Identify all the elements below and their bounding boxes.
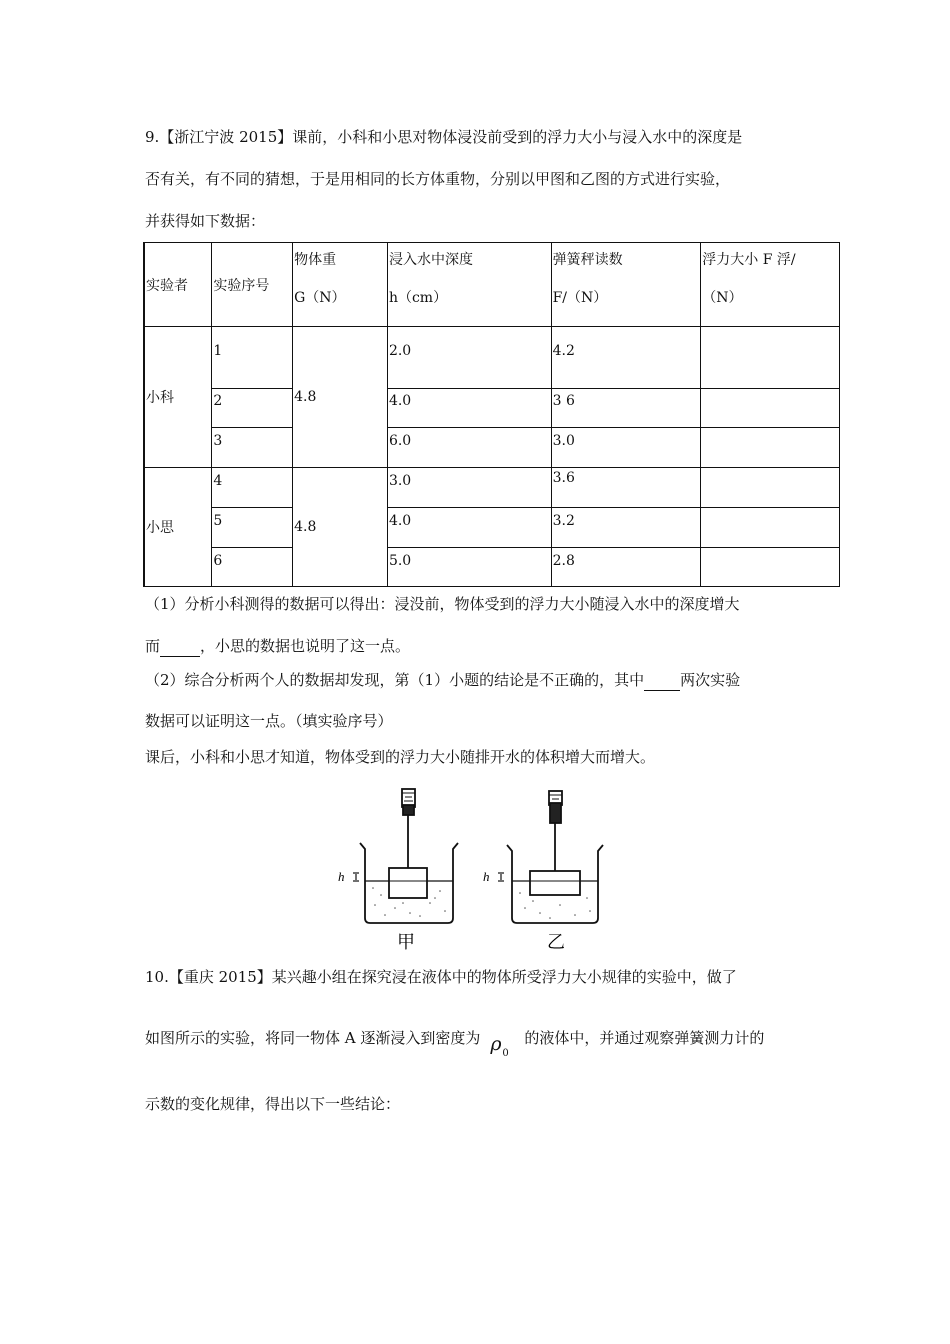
table-row: [144, 389, 840, 428]
q9-line-3: 并获得如下数据：: [145, 212, 266, 230]
label-jia: 甲: [397, 932, 415, 953]
q9-part2-line-b: 数据可以证明这一点。（填实验序号）: [145, 712, 393, 730]
table-row: [144, 468, 840, 508]
seq-cell: 2: [212, 389, 293, 428]
h-marker-yi: [498, 873, 504, 881]
seq-cell: 1: [212, 327, 293, 389]
table-row: [144, 548, 840, 587]
buoyancy-cell: [701, 548, 840, 587]
depth-cell: 5.0: [387, 548, 551, 587]
seq-cell: 3: [212, 428, 293, 468]
reading-cell: 3.6: [551, 468, 701, 508]
buoyancy-cell: [701, 428, 840, 468]
table-row: [144, 327, 840, 389]
header-experimenter: 实验者: [144, 243, 212, 327]
seq-cell: 4: [212, 468, 293, 508]
group-name-xiaosi: 小思: [144, 468, 212, 587]
answer-blank-1[interactable]: [160, 636, 200, 657]
table-row: [144, 508, 840, 548]
header-seq: 实验序号: [212, 243, 293, 327]
water-dots-yi: [519, 892, 591, 919]
header-weight: 物体重 G（N）: [293, 243, 388, 327]
depth-cell: 4.0: [387, 389, 551, 428]
q10-line-2: 如图所示的实验，将同一物体 A 逐渐浸入到密度为 ρ 0 的液体中，并通过观察弹簧测力计的: [145, 1029, 765, 1059]
depth-cell: 4.0: [387, 508, 551, 548]
weight-cell: 4.8: [293, 327, 388, 468]
seq-cell: 5: [212, 508, 293, 548]
weight-cell: 4.8: [293, 468, 388, 587]
beaker-diagram: [335, 783, 615, 953]
beaker-jia: [360, 789, 458, 923]
beaker-yi: [507, 791, 603, 923]
table-header-row: [144, 243, 840, 327]
rho-symbol: ρ 0: [490, 1033, 509, 1059]
experiment-figure: [335, 783, 615, 957]
reading-cell: 4.2: [551, 327, 701, 389]
header-reading: 弹簧秤读数 F/（N）: [551, 243, 701, 327]
q9-part1-line-b: 而 ，小思的数据也说明了这一点。: [145, 637, 411, 655]
group-name-xiaoke: 小科: [144, 327, 212, 468]
q9-after-class-line: 课后，小科和小思才知道，物体受到的浮力大小随排开水的体积增大而增大。: [145, 748, 656, 766]
buoyancy-cell: [701, 327, 840, 389]
reading-cell: 2.8: [551, 548, 701, 587]
q9-part1-line-a: （1）分析小科测得的数据可以得出：浸没前，物体受到的浮力大小随浸入水中的深度增大: [145, 595, 740, 613]
depth-cell: 2.0: [387, 327, 551, 389]
depth-cell: 3.0: [387, 468, 551, 508]
answer-blank-2[interactable]: [644, 670, 680, 691]
h-marker-jia: [353, 873, 359, 881]
buoyancy-cell: [701, 468, 840, 508]
q9-line-1: 9.【浙江宁波 2015】课前，小科和小思对物体浸没前受到的浮力大小与浸入水中的深度是: [145, 128, 743, 146]
q10-line-3: 示数的变化规律，得出以下一些结论：: [145, 1095, 401, 1113]
data-table: [143, 242, 840, 587]
reading-cell: 3.0: [551, 428, 701, 468]
q9-part2-line-a: （2）综合分析两个人的数据却发现，第（1）小题的结论是不正确的，其中 两次实验: [145, 671, 741, 689]
buoyancy-cell: [701, 389, 840, 428]
q9-line-2: 否有关，有不同的猜想，于是用相同的长方体重物，分别以甲图和乙图的方式进行实验，: [145, 170, 731, 188]
seq-cell: 6: [212, 548, 293, 587]
reading-cell: 3 6: [551, 389, 701, 428]
header-buoyancy: 浮力大小 F 浮/ （N）: [701, 243, 840, 327]
h-label-jia: h: [338, 869, 345, 884]
reading-cell: 3.2: [551, 508, 701, 548]
buoyancy-cell: [701, 508, 840, 548]
header-depth: 浸入水中深度 h（cm）: [387, 243, 551, 327]
depth-cell: 6.0: [387, 428, 551, 468]
label-yi: 乙: [547, 932, 565, 953]
table-row: [144, 428, 840, 468]
q10-line-1: 10.【重庆 2015】某兴趣小组在探究浸在液体中的物体所受浮力大小规律的实验中，做了: [145, 968, 737, 986]
h-label-yi: h: [483, 869, 490, 884]
